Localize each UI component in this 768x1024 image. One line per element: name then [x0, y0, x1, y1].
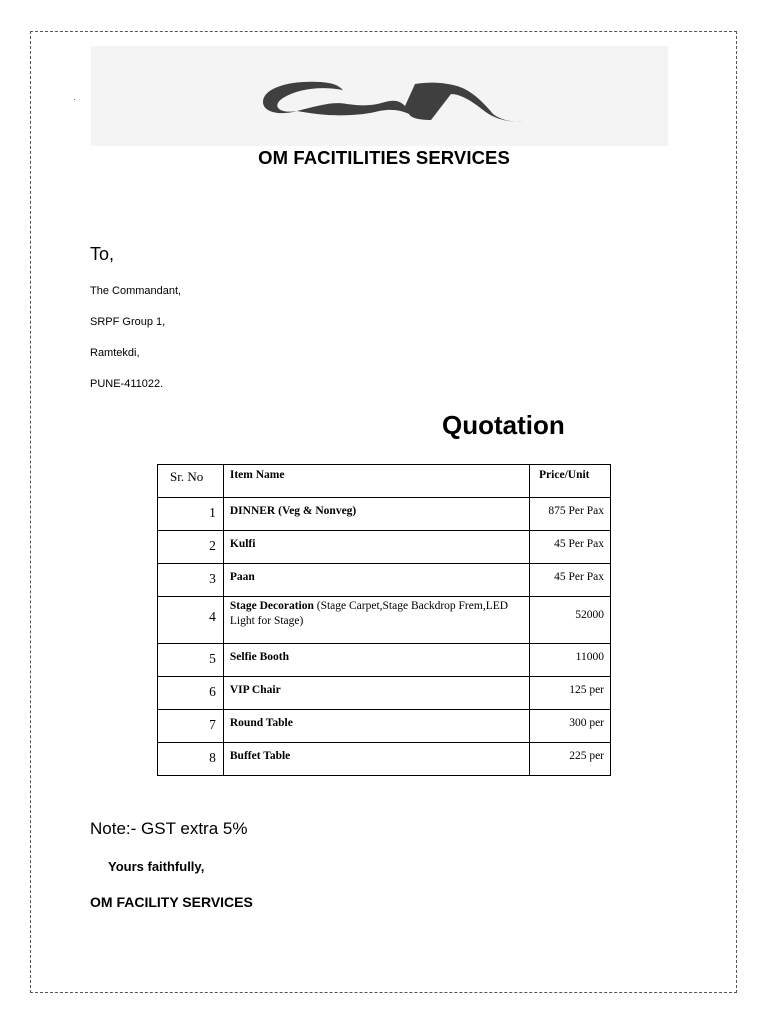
row-price: 45 Per Pax: [530, 531, 611, 564]
table-row: [158, 644, 611, 677]
table-row: [158, 743, 611, 776]
item-name: DINNER (Veg & Nonveg): [229, 505, 357, 517]
table-row: [158, 710, 611, 743]
item-name: Round Table: [229, 717, 293, 729]
row-price: 225 per: [530, 743, 611, 776]
table-row: [158, 564, 611, 597]
table-row: [158, 597, 611, 644]
item-name: Stage Decoration: [229, 600, 314, 612]
table-row: [158, 531, 611, 564]
row-sr-no: 5: [158, 644, 224, 677]
column-header-price: Price/Unit: [530, 465, 611, 498]
item-name: Paan: [229, 571, 255, 583]
item-name: Buffet Table: [229, 750, 291, 762]
logo-banner: [91, 46, 668, 146]
stray-mark: [74, 99, 75, 100]
item-name: Selfie Booth: [229, 651, 289, 663]
row-sr-no: 6: [158, 677, 224, 710]
quotation-title: Quotation: [442, 410, 565, 440]
om-logo-icon: [261, 76, 541, 128]
item-name: Kulfi: [229, 538, 256, 550]
table-header-row: [158, 465, 611, 498]
closing-text: Yours faithfully,: [108, 859, 205, 874]
row-item-name: [223, 743, 529, 776]
column-header-sr-no: Sr. No: [158, 465, 224, 498]
row-item-name: [223, 498, 529, 531]
row-item-name: [223, 710, 529, 743]
company-title: OM FACITILITIES SERVICES: [258, 147, 510, 168]
table-row: [158, 498, 611, 531]
row-sr-no: 2: [158, 531, 224, 564]
address-line: The Commandant,: [90, 285, 182, 297]
row-sr-no: 7: [158, 710, 224, 743]
row-price: 11000: [530, 644, 611, 677]
item-detail: (Stage Carpet,Stage Backdrop Frem,LED Light for Stage): [229, 600, 509, 627]
row-sr-no: 4: [158, 597, 224, 644]
salutation: To,: [90, 244, 115, 264]
row-price: 125 per: [530, 677, 611, 710]
row-price: 52000: [530, 597, 611, 644]
row-price: 300 per: [530, 710, 611, 743]
quotation-table: [157, 464, 611, 776]
address-line: PUNE-411022.: [90, 378, 164, 390]
signature-company: OM FACILITY SERVICES: [90, 894, 253, 910]
row-price: 875 Per Pax: [530, 498, 611, 531]
row-sr-no: 8: [158, 743, 224, 776]
row-item-name: [223, 597, 529, 644]
row-item-name: [223, 531, 529, 564]
address-line: SRPF Group 1,: [90, 316, 166, 328]
gst-note: Note:- GST extra 5%: [90, 819, 248, 838]
row-sr-no: 1: [158, 498, 224, 531]
row-item-name: [223, 644, 529, 677]
row-item-name: [223, 564, 529, 597]
row-item-name: [223, 677, 529, 710]
table-row: [158, 677, 611, 710]
address-line: Ramtekdi,: [90, 347, 140, 359]
row-sr-no: 3: [158, 564, 224, 597]
item-name: VIP Chair: [229, 684, 281, 696]
row-price: 45 Per Pax: [530, 564, 611, 597]
column-header-item-name: Item Name: [223, 465, 529, 498]
